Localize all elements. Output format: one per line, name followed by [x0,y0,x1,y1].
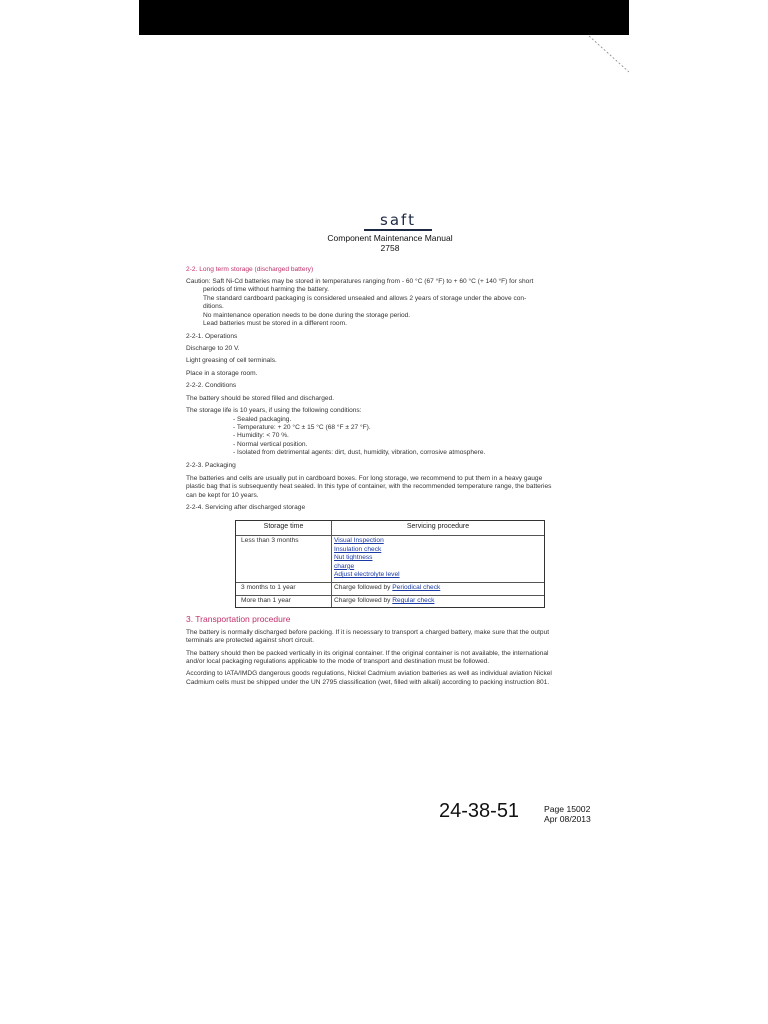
condition-bullet: - Sealed packaging. [233,416,292,423]
logo-underline [364,229,432,231]
section-heading-2-2-3: 2-2-3. Packaging [186,462,236,469]
section-heading-3: 3. Transportation procedure [186,614,291,624]
transport-line: and/or local packaging regulations applicable to the mode of transport and destination must be followed. [186,658,490,665]
transport-line: Cadmium cells must be shipped under the UN 2795 classification (wet, filled with alkali) according to packing instruction 801. [186,679,550,686]
link-insulation-check[interactable]: Insulation check [334,545,382,553]
operations-line: Place in a storage room. [186,370,258,377]
caution-line: periods of time without harming the battery. [203,286,329,293]
section-heading-2-2-2: 2-2-2. Conditions [186,382,237,389]
procedure-prefix: Charge followed by [334,584,393,591]
link-periodical-check[interactable]: Periodical check [392,584,441,591]
condition-bullet: - Humidity: < 70 %. [233,432,289,439]
conditions-line: The storage life is 10 years, if using the following conditions: [186,407,362,414]
condition-bullet: - Isolated from detrimental agents: dirt, dust, humidity, vibration, corrosive atmosphere. [233,449,486,456]
top-black-bar [139,0,629,35]
link-charge[interactable]: charge [334,562,355,570]
link-nut-tightness[interactable]: Nut tightness [334,554,373,562]
table-cell-storage-time: Less than 3 months [241,537,299,544]
packaging-line: plastic bag that is subsequently heat sealed. In this type of container, with the recommended temperature range, the batteries [186,483,552,490]
caution-line: Caution: Saft Ni-Cd batteries may be stored in temperatures ranging from - 60 °C (67 °F) to + 60 °C (+ 140 °F) for short [186,278,534,285]
transport-line: terminals are protected against short circuit. [186,637,314,644]
servicing-table [235,520,545,608]
caution-line: ditions. [203,303,224,310]
page-corner-fold-icon [585,34,631,74]
procedure-links [334,537,400,580]
caution-line: The standard cardboard packaging is considered unsealed and allows 2 years of storage under the above con- [203,295,527,302]
conditions-line: The battery should be stored filled and discharged. [186,395,335,402]
caution-line: Lead batteries must be stored in a different room. [203,320,347,327]
operations-line: Discharge to 20 V. [186,345,240,352]
packaging-line: The batteries and cells are usually put in cardboard boxes. For long storage, we recommend to put them in a heavy gauge [186,475,543,482]
page-number: Page 15002 [544,804,591,814]
table-row-divider [236,535,544,536]
table-row-divider [236,582,544,583]
transport-line: According to IATA/IMDG dangerous goods regulations, Nickel Cadmium aviation batteries as well as individual aviation Nickel [186,670,552,677]
manual-title: Component Maintenance Manual [327,233,453,243]
caution-line: No maintenance operation needs to be done during the storage period. [203,312,411,319]
procedure-prefix: Charge followed by [334,597,393,604]
manual-number: 2758 [380,243,400,253]
transport-line: The battery should then be packed vertically in its original container. If the original container is not available, the international [186,650,549,657]
table-header-servicing-procedure: Servicing procedure [406,523,470,530]
logo-text: saft [380,211,416,229]
table-header-storage-time: Storage time [263,523,304,530]
revision-date: Apr 08/2013 [544,814,591,824]
section-heading-2-2-4: 2-2-4. Servicing after discharged storage [186,504,306,511]
transport-line: The battery is normally discharged before packing. If it is necessary to transport a charged battery, make sure that the output [186,629,550,636]
link-adjust-electrolyte-level[interactable]: Adjust electrolyte level [334,571,400,579]
page-info [544,804,591,824]
condition-bullet: - Temperature: + 20 °C ± 15 °C (68 °F ± 27 °F). [233,424,371,431]
table-cell-procedure [334,584,440,593]
link-visual-inspection[interactable]: Visual Inspection [334,537,384,544]
operations-line: Light greasing of cell terminals. [186,357,277,364]
saft-logo [363,212,433,234]
table-cell-storage-time: 3 months to 1 year [241,584,296,591]
packaging-line: can be kept for 10 years. [186,492,259,499]
link-regular-check[interactable]: Regular check [392,597,435,604]
table-cell-storage-time: More than 1 year [241,597,291,604]
section-heading-2-2-1: 2-2-1. Operations [186,333,238,340]
condition-bullet: - Normal vertical position. [233,441,308,448]
table-cell-procedure [334,597,434,606]
section-heading-2-2: 2-2. Long term storage (discharged battery) [186,266,314,273]
table-row-divider [236,595,544,596]
document-number: 24-38-51 [439,800,520,822]
